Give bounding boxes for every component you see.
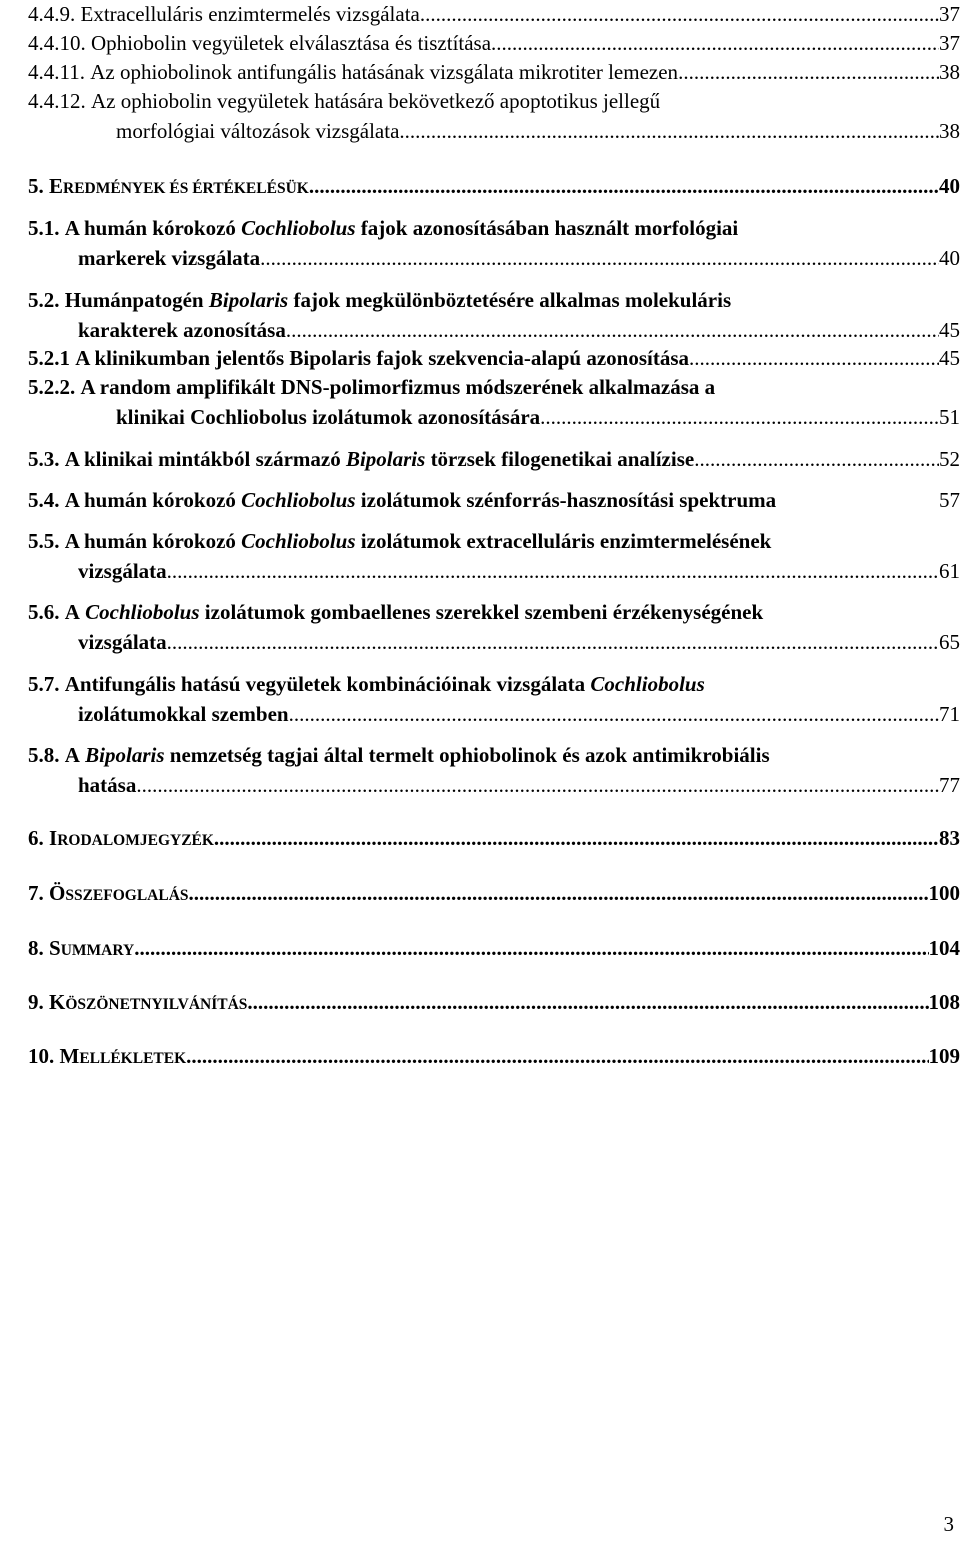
toc-entry-title-italic: Cochliobolus xyxy=(241,529,356,553)
toc-entry-page: 71 xyxy=(939,702,960,726)
toc-entry-number: 4.4.11. xyxy=(28,60,85,84)
toc-entry-title: Antifungális hatású vegyületek kombinációinak vizsgálata xyxy=(64,672,586,696)
toc-entry-page: 109 xyxy=(928,1044,960,1068)
toc-entry-title-initial: E xyxy=(49,174,64,198)
page-number: 3 xyxy=(943,1512,954,1536)
toc-leader-dots xyxy=(136,771,939,799)
toc-leader-dots xyxy=(694,445,939,473)
toc-entry-title-post: izolátumok szénforrás-hasznosítási spektruma xyxy=(360,488,777,512)
toc-entry-title: A klinikai mintákból származó xyxy=(64,447,341,471)
toc-leader-dots xyxy=(678,58,939,86)
toc-entry-title-cont: vizsgálata xyxy=(78,559,167,583)
toc-entry-title-italic: Cochliobolus xyxy=(85,600,200,624)
toc-entry-title: A random amplifikált DNS-polimorfizmus módszerének alkalmazása a xyxy=(80,375,716,399)
toc-entry-page: 61 xyxy=(939,559,960,583)
toc-leader-dots xyxy=(189,879,929,907)
toc-entry-title-post: fajok megkülönböztetésére alkalmas molekuláris xyxy=(293,288,732,312)
toc-entry-title-post: izolátumok extracelluláris enzimtermelésének xyxy=(360,529,772,553)
toc-entry-page: 40 xyxy=(939,246,960,270)
toc-entry-title: A humán kórokozó xyxy=(64,529,236,553)
toc-entry-title-cont: izolátumokkal szemben xyxy=(78,702,289,726)
toc-entry-page: 108 xyxy=(928,990,960,1014)
toc-entry-title-italic: Cochliobolus xyxy=(590,672,705,696)
toc-entry-number: 4.4.9. xyxy=(28,2,76,26)
toc-entry-title: RODALOMJEGYZÉK xyxy=(57,832,214,849)
toc-entry-title-cont: morfológiai változások vizsgálata xyxy=(116,119,400,143)
toc-entry-number: 9. xyxy=(28,990,44,1014)
toc-leader-dots xyxy=(491,29,939,57)
toc-entry-title-italic: Cochliobolus xyxy=(241,488,356,512)
toc-entry-page: 83 xyxy=(939,826,960,850)
toc-entry-title-initial: M xyxy=(59,1044,80,1068)
toc-entry-title-initial: Ö xyxy=(49,881,66,905)
toc-entry-title: Az ophiobolinok antifungális hatásának vizsgálata mikrotiter lemezen xyxy=(90,60,679,84)
toc-entry-page: 57 xyxy=(939,488,960,512)
toc-leader-dots xyxy=(399,117,939,145)
toc-entry-title: A xyxy=(64,743,80,767)
toc-entry-title: ELLÉKLETEK xyxy=(79,1050,187,1067)
toc-entry-title: SSZEFOGLALÁS xyxy=(65,887,189,904)
toc-entry-number: 5.2.1 xyxy=(28,346,70,370)
toc-leader-dots xyxy=(286,316,939,344)
toc-leader-dots xyxy=(186,1042,928,1070)
toc-entry-number: 5.2.2. xyxy=(28,375,76,399)
toc-entry-number: 4.4.12. xyxy=(28,89,86,113)
toc-entry-title: A klinikumban jelentős Bipolaris fajok szekvencia-alapú azonosítása xyxy=(75,346,689,370)
toc-entry-page: 38 xyxy=(939,119,960,143)
toc-entry-number: 5.1. xyxy=(28,216,60,240)
toc-entry-title-italic: Bipolaris xyxy=(85,743,165,767)
toc-entry-title-post: nemzetség tagjai által termelt ophiobolinok és azok antimikrobiális xyxy=(169,743,770,767)
toc-entry-title-initial: S xyxy=(49,936,61,960)
toc-entry-number: 10. xyxy=(28,1044,55,1068)
toc-entry-page: 51 xyxy=(939,405,960,429)
toc-entry-number: 5.3. xyxy=(28,447,60,471)
toc-entry-page: 40 xyxy=(939,174,960,198)
toc-entry-number: 5.6. xyxy=(28,600,60,624)
toc-leader-dots xyxy=(689,344,939,372)
toc-entry-page: 45 xyxy=(939,346,960,370)
toc-entry-title-post: törzsek filogenetikai analízise xyxy=(430,447,695,471)
toc-entry-page: 37 xyxy=(939,2,960,26)
toc-leader-dots xyxy=(214,824,939,852)
toc-entry-page: 45 xyxy=(939,318,960,342)
toc-entry-title: A humán kórokozó xyxy=(64,216,236,240)
toc-entry-number: 5.2. xyxy=(28,288,60,312)
toc-entry-title-initial: K xyxy=(49,990,66,1014)
toc-entry-page: 37 xyxy=(939,31,960,55)
toc-entry-number: 8. xyxy=(28,936,44,960)
toc-entry-title: Az ophiobolin vegyületek hatására bekövetkező apoptotikus jellegű xyxy=(91,89,661,113)
toc-entry-title-post: fajok azonosításában használt morfológiai xyxy=(360,216,739,240)
toc-entry-title: Humánpatogén xyxy=(64,288,204,312)
toc-entry-number: 5.7. xyxy=(28,672,60,696)
toc-entry-title-italic: Cochliobolus xyxy=(241,216,356,240)
toc-leader-dots xyxy=(167,628,939,656)
toc-entry-title-initial: I xyxy=(49,826,58,850)
toc-entry-page: 77 xyxy=(939,773,960,797)
toc-entry-page: 38 xyxy=(939,60,960,84)
toc-entry-number: 5.5. xyxy=(28,529,60,553)
toc-entry-title-italic: Bipolaris xyxy=(208,288,289,312)
toc-entry-title: ÖSZÖNETNYILVÁNÍTÁS xyxy=(65,996,248,1013)
toc-entry-page: 65 xyxy=(939,630,960,654)
toc-entry-title-cont: hatása xyxy=(78,773,137,797)
toc-leader-dots xyxy=(289,700,939,728)
toc-entry-title: UMMARY xyxy=(60,942,135,959)
toc-leader-dots xyxy=(260,244,939,272)
toc-leader-dots xyxy=(540,403,939,431)
toc-entry-title: REDMÉNYEK ÉS É xyxy=(63,180,203,197)
toc-leader-dots xyxy=(134,934,928,962)
toc-entry-title-cont: vizsgálata xyxy=(78,630,167,654)
toc-entry-page: 52 xyxy=(939,447,960,471)
toc-entry-title-cont: markerek vizsgálata xyxy=(78,246,261,270)
toc-entry-number: 5.8. xyxy=(28,743,60,767)
toc-leader-dots xyxy=(309,172,939,200)
toc-entry-number: 5.4. xyxy=(28,488,60,512)
toc-entry-title-cont: klinikai Cochliobolus izolátumok azonosítására xyxy=(116,405,541,429)
toc-entry-title: A xyxy=(64,600,80,624)
toc-entry-title-part2: RTÉKELÉSÜK xyxy=(202,180,309,197)
toc-entry-title-post: izolátumok gombaellenes szerekkel szembeni érzékenységének xyxy=(204,600,764,624)
toc-entry-title-italic: Bipolaris xyxy=(345,447,426,471)
toc-entry-number: 6. xyxy=(28,826,44,850)
toc-leader-dots xyxy=(247,988,928,1016)
toc-entry-number: 4.4.10. xyxy=(28,31,86,55)
toc-leader-dots xyxy=(420,0,939,28)
toc-entry-title: Ophiobolin vegyületek elválasztása és tisztítása xyxy=(91,31,492,55)
toc-entry-number: 5. xyxy=(28,174,44,198)
toc-entry-page: 100 xyxy=(928,881,960,905)
toc-entry-number: 7. xyxy=(28,881,44,905)
toc-entry-title: A humán kórokozó xyxy=(64,488,236,512)
toc-entry-title-cont: karakterek azonosítása xyxy=(78,318,286,342)
toc-entry-title: Extracelluláris enzimtermelés vizsgálata xyxy=(80,2,420,26)
toc-leader-dots xyxy=(167,557,939,585)
toc-entry-page: 104 xyxy=(928,936,960,960)
